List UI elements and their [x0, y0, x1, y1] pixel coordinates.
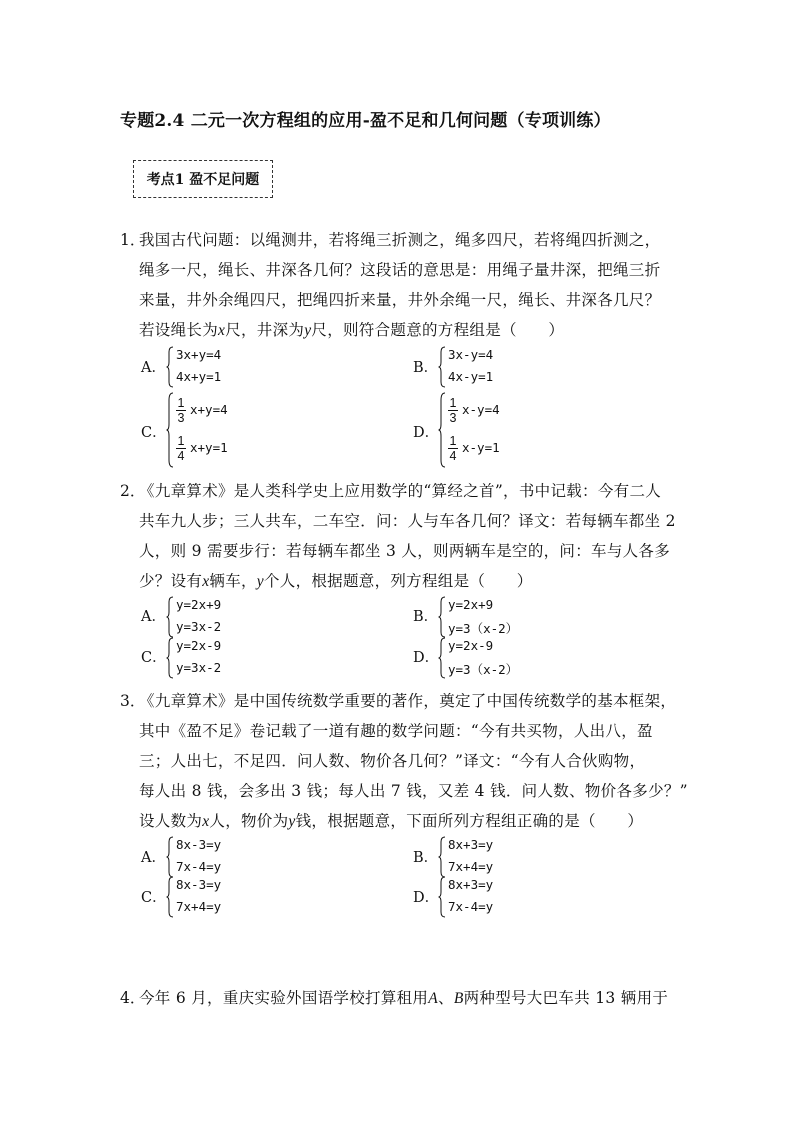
- equation: x+y=1: [190, 440, 228, 455]
- equation-system: [166, 876, 286, 918]
- equation: 3x+y=4: [176, 347, 222, 362]
- option-label: A．: [141, 850, 166, 866]
- question-text: 每人出 8 钱，会多出 3 钱；每人出 7 钱，又差 4 钱．问人数、物价各多少？”: [139, 782, 688, 800]
- equation: y=3（x-2）: [448, 662, 519, 677]
- equation: 4x+y=1: [176, 369, 222, 384]
- option-label: C．: [141, 890, 167, 906]
- equation: y=3x-2: [176, 660, 222, 675]
- equation-system: [166, 392, 286, 468]
- equation: y=2x+9: [448, 597, 494, 612]
- question-text: 《九章算术》是人类科学史上应用数学的“算经之首”，书中记载：今有二人: [139, 482, 662, 500]
- equation: x-y=1: [462, 440, 500, 455]
- equation: y=3x-2: [176, 619, 222, 634]
- option-label: B．: [413, 360, 439, 376]
- equation-system: [438, 637, 578, 679]
- fraction: $\frac{1}{4}$: [449, 434, 457, 463]
- question-number: 3．: [120, 692, 146, 710]
- question-text: 来量，井外余绳四尺，把绳四折来量，井外余绳一尺，绳长、井深各几尺？: [139, 291, 661, 309]
- left-brace-icon: [438, 836, 446, 878]
- left-brace-icon: [438, 637, 446, 679]
- question-text: 少？设有x辆车，y个人，根据题意，列方程组是（ ）: [139, 572, 533, 590]
- fraction: $\frac{1}{3}$: [177, 396, 185, 425]
- option-label: C．: [141, 425, 167, 441]
- left-brace-icon: [166, 392, 174, 468]
- question-text: 共车九人步；三人共车，二车空．问：人与车各几何？译文：若每辆车都坐 2: [139, 512, 676, 530]
- option-label: D．: [413, 650, 440, 666]
- equation: y=3（x-2）: [448, 621, 519, 636]
- left-brace-icon: [166, 596, 174, 638]
- question-number: 1．: [120, 231, 146, 249]
- option-label: B．: [413, 850, 439, 866]
- equation: 7x-4=y: [176, 859, 222, 874]
- equation: 8x+3=y: [448, 877, 494, 892]
- left-brace-icon: [438, 596, 446, 638]
- question-text: 今年 6 月，重庆实验外国语学校打算租用A、B两种型号大巴车共 13 辆用于: [139, 989, 669, 1007]
- equation: x+y=4: [190, 402, 228, 417]
- question-text: 其中《盈不足》卷记载了一道有趣的数学问题：“今有共买物，人出八，盈: [139, 722, 653, 740]
- question-number: 4．: [120, 989, 146, 1007]
- equation: 7x-4=y: [448, 899, 494, 914]
- question-text: 《九章算术》是中国传统数学重要的著作，奠定了中国传统数学的基本框架，: [139, 692, 677, 710]
- left-brace-icon: [438, 392, 446, 468]
- equation-system: [166, 596, 296, 638]
- left-brace-icon: [166, 836, 174, 878]
- option-label: D．: [413, 425, 440, 441]
- equation: y=2x-9: [448, 638, 494, 653]
- option-label: D．: [413, 890, 440, 906]
- equation: y=2x-9: [176, 638, 222, 653]
- equation: y=2x+9: [176, 597, 222, 612]
- equation: 3x-y=4: [448, 347, 494, 362]
- topic-tag: 考点1 盈不足问题: [133, 160, 273, 198]
- equation-system: [438, 836, 558, 878]
- fraction: $\frac{1}{3}$: [449, 396, 457, 425]
- left-brace-icon: [438, 876, 446, 918]
- equation-system: [166, 346, 286, 388]
- left-brace-icon: [166, 637, 174, 679]
- equation-system: [438, 392, 558, 468]
- question-text: 三；人出七，不足四．问人数、物价各几何？”译文：“今有人合伙购物，: [139, 752, 646, 770]
- equation-system: [438, 596, 578, 638]
- left-brace-icon: [166, 876, 174, 918]
- option-label: A．: [141, 609, 166, 625]
- equation: 4x-y=1: [448, 369, 494, 384]
- left-brace-icon: [166, 346, 174, 388]
- option-label: C．: [141, 650, 167, 666]
- equation: 8x+3=y: [448, 837, 494, 852]
- equation: 7x+4=y: [448, 859, 494, 874]
- fraction: $\frac{1}{4}$: [177, 434, 185, 463]
- equation: 8x-3=y: [176, 837, 222, 852]
- equation: x-y=4: [462, 402, 500, 417]
- equation-system: [166, 637, 296, 679]
- option-label: B．: [413, 609, 439, 625]
- left-brace-icon: [438, 346, 446, 388]
- question-text: 若设绳长为x尺，井深为y尺，则符合题意的方程组是（ ）: [139, 321, 565, 339]
- question-text: 人，则 9 需要步行：若每辆车都坐 3 人，则两辆车是空的，问：车与人各多: [139, 542, 671, 560]
- equation: 7x+4=y: [176, 899, 222, 914]
- option-label: A．: [141, 360, 166, 376]
- question-text: 我国古代问题：以绳测井，若将绳三折测之，绳多四尺，若将绳四折测之，: [139, 231, 661, 249]
- equation-system: [438, 346, 558, 388]
- equation-system: [438, 876, 558, 918]
- equation: 8x-3=y: [176, 877, 222, 892]
- equation-system: [166, 836, 286, 878]
- page-title: 专题2.4 二元一次方程组的应用-盈不足和几何问题（专项训练）: [120, 111, 611, 131]
- question-number: 2．: [120, 482, 146, 500]
- question-text: 设人数为x人，物价为y钱，根据题意，下面所列方程组正确的是（ ）: [139, 812, 644, 830]
- question-text: 绳多一尺，绳长、井深各几何？这段话的意思是：用绳子量井深，把绳三折: [139, 261, 661, 279]
